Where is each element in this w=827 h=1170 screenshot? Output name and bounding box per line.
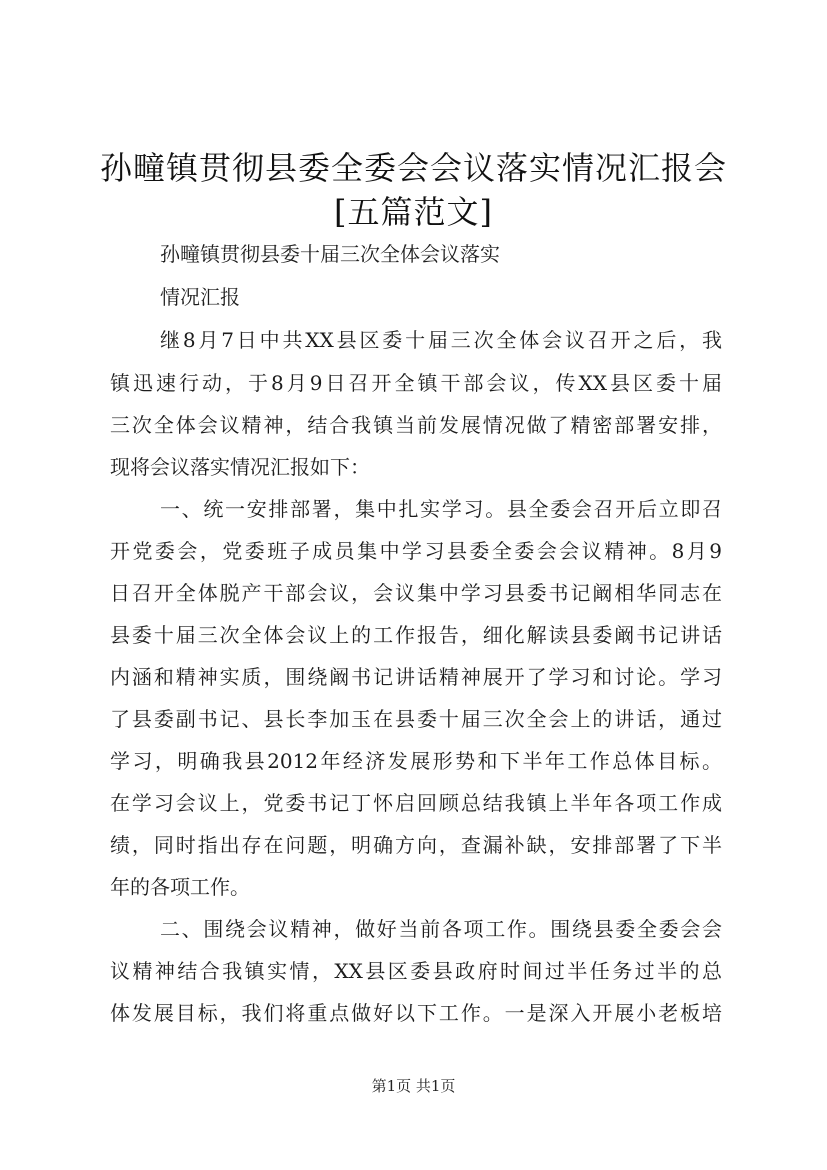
body-line: 县委十届三次全体会议上的工作报告，细化解读县委阚书记讲话	[110, 623, 722, 647]
body-line: 绩，同时指出存在问题，明确方向，查漏补缺，安排部署了下半	[110, 833, 722, 857]
body-line: 日召开全体脱产干部会议，会议集中学习县委书记阚相华同志在	[110, 581, 722, 605]
body-line: 一、统一安排部署，集中扎实学习。县全委会召开后立即召	[160, 497, 722, 521]
body-line: 继8月7日中共XX县区委十届三次全体会议召开之后，我	[160, 328, 722, 352]
body-line: 议精神结合我镇实情，XX县区委县政府时间过半任务过半的总	[110, 959, 722, 983]
body-line: 年的各项工作。	[110, 875, 250, 899]
body-line: 三次全体会议精神，结合我镇当前发展情况做了精密部署安排，	[110, 413, 722, 437]
body-line: 体发展目标，我们将重点做好以下工作。一是深入开展小老板培	[110, 1001, 722, 1025]
body-line: 二、围绕会议精神，做好当前各项工作。围绕县委全委会会	[160, 917, 722, 941]
body-line: 孙疃镇贯彻县委十届三次全体会议落实	[160, 242, 500, 266]
body-line: 学习，明确我县2012年经济发展形势和下半年工作总体目标。	[110, 749, 722, 773]
body-line: 了县委副书记、县长李加玉在县委十届三次全会上的讲话，通过	[110, 707, 722, 731]
document-title: 孙疃镇贯彻县委全委会会议落实情况汇报会	[99, 149, 727, 187]
body-line: 内涵和精神实质，围绕阚书记讲话精神展开了学习和讨论。学习	[110, 665, 722, 689]
page-footer: 第1页 共1页	[371, 1077, 456, 1095]
document-subtitle: [五篇范文]	[334, 193, 493, 231]
body-line: 情况汇报	[160, 285, 240, 309]
body-line: 镇迅速行动，于8月9日召开全镇干部会议，传XX县区委十届	[110, 371, 722, 395]
body-line: 开党委会，党委班子成员集中学习县委全委会会议精神。8月9	[110, 539, 722, 563]
body-line: 现将会议落实情况汇报如下：	[110, 455, 370, 479]
body-line: 在学习会议上，党委书记丁怀启回顾总结我镇上半年各项工作成	[110, 791, 722, 815]
